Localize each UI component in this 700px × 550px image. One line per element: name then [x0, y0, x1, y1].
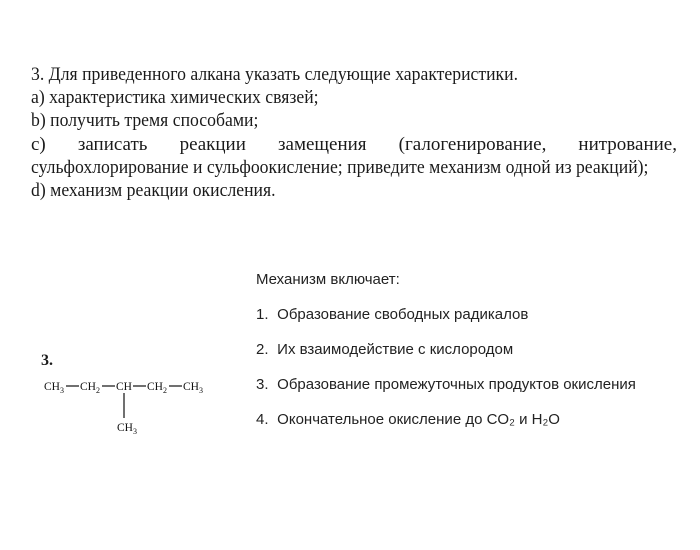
- task-line-5: сульфохлорирование и сульфоокисление; приведите механизм одной из реакций);: [31, 156, 649, 178]
- problem-number: 3.: [41, 352, 53, 369]
- task-line-4-word: нитрование,: [578, 133, 677, 155]
- task-line-2: a) характеристика химических связей;: [31, 87, 319, 109]
- step-text: Их взаимодействие с кислородом: [277, 341, 514, 358]
- task-line-4-word: замещения: [278, 133, 367, 155]
- step-number: 2.: [256, 341, 269, 358]
- step-text: Образование свободных радикалов: [277, 306, 529, 323]
- mechanism-heading: Механизм включает:: [256, 271, 400, 288]
- task-line-1: 3. Для приведенного алкана указать следующие характеристики.: [31, 64, 519, 85]
- step-number: 3.: [256, 376, 269, 393]
- task-line-4-word: реакции: [179, 133, 246, 155]
- task-line-4-word: записать: [77, 133, 148, 155]
- step-text: Окончательное окисление до CO₂ и H₂O: [277, 411, 560, 428]
- group-ch2: $CH_2$: [147, 381, 167, 395]
- task-line-4-word: c): [31, 133, 46, 155]
- task-line-6: d) механизм реакции окисления.: [31, 180, 276, 202]
- step-number: 4.: [256, 411, 269, 428]
- step-text: Образование промежуточных продуктов окисления: [277, 376, 636, 393]
- step-number: 1.: [256, 306, 269, 323]
- group-ch3-left: $CH_3$: [44, 381, 64, 395]
- group-ch3-right: $CH_3$: [183, 381, 203, 395]
- task-line-4-word: (галогенирование,: [398, 133, 547, 155]
- task-line-3: b) получить тремя способами;: [31, 110, 259, 132]
- group-ch: CH: [116, 381, 132, 393]
- group-ch3-branch: $CH_3$: [117, 422, 137, 436]
- group-ch2: $CH_2$: [80, 381, 100, 395]
